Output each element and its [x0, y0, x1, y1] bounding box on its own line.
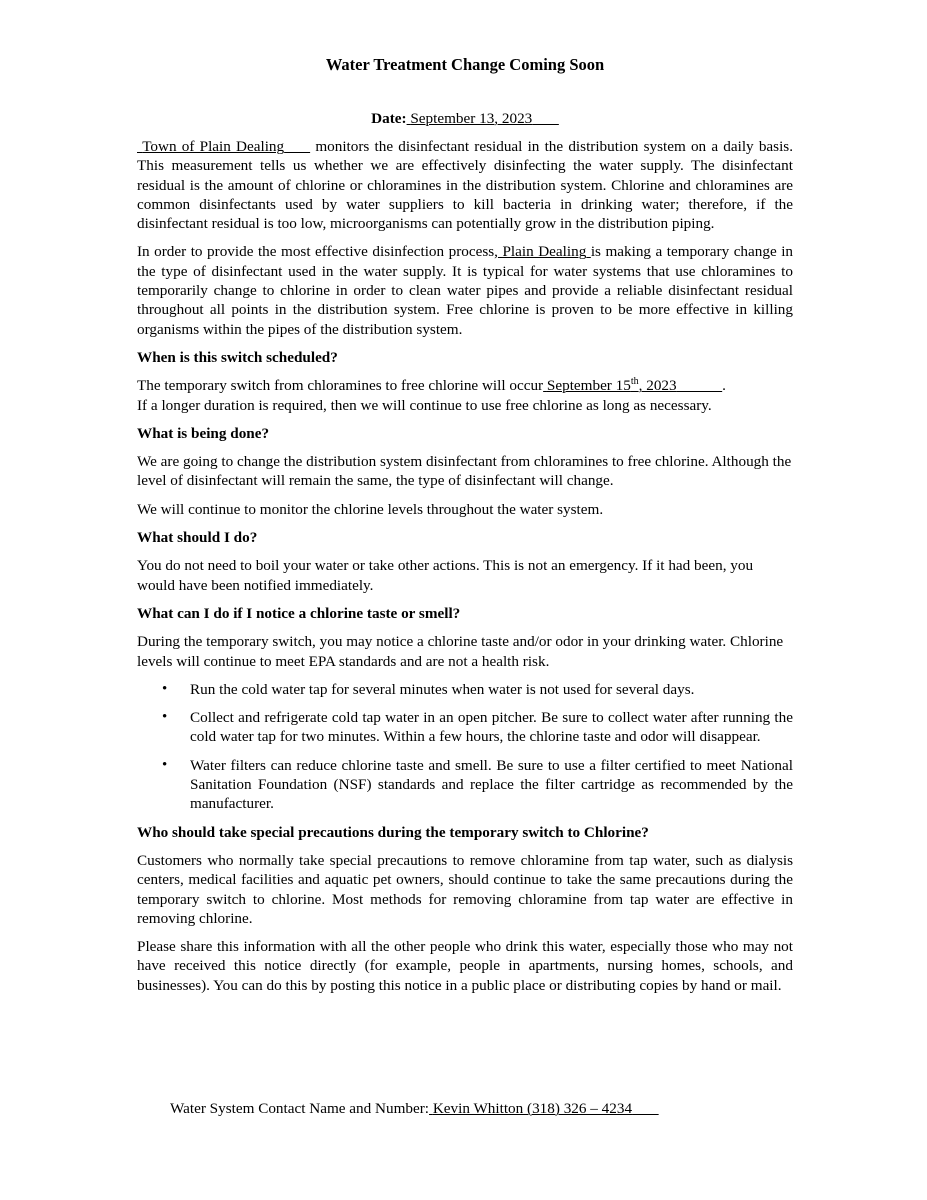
share-paragraph: Please share this information with all the other people who drink this water, especially those who may not have received this notice directly (for example, people in apartments, nursing homes, schools, and businesses). You can do this by posting this notice in a public place or distributing copies by hand or mail.	[137, 938, 793, 994]
intro-paragraph: Town of Plain Dealing monitors the disinfectant residual in the distribution system on a daily basis. This measurement tells us whether we are effectively disinfecting the water supply. The disinfectant residual is the amount of chlorine or chloramines in the distribution system. Chlorine and chloramines are common disinfectants used by water suppliers to kill bacteria in drinking water; therefore, if the disinfectant residual is too low, microorganisms can potentially grow in the distribution piping.	[137, 138, 794, 233]
heading-what-to-do: What should I do?	[137, 529, 258, 547]
what-to-do-paragraph: You do not need to boil your water or take other actions. This is not an emergency. If it had been, you would have been notified immediately.	[137, 557, 754, 594]
system-name-fill: Town of Plain Dealing	[142, 138, 285, 155]
system-short-name-fill: Plain Dealing	[502, 243, 587, 261]
heading-taste-smell: What can I do if I notice a chlorine taste or smell?	[137, 604, 461, 622]
heading-precautions: Who should take special precautions during the temporary switch to Chlorine?	[137, 823, 649, 841]
contact-label: Water System Contact Name and Number:	[170, 1100, 430, 1117]
list-item: • Run the cold water tap for several minutes when water is not used for several days.	[190, 680, 793, 699]
heading-schedule: When is this switch scheduled?	[137, 348, 338, 366]
schedule-paragraph: The temporary switch from chloramines to free chlorine will occur September 15th, 2023 . If a longer duration is required, then we will continue to use free chlorine as long as necessary.	[137, 376, 726, 414]
contact-line	[170, 1099, 659, 1118]
switch-date-fill: September 15th, 2023	[546, 376, 677, 395]
process-paragraph: In order to provide the most effective disinfection process, Plain Dealing is making a temporary change in the type of disinfectant used in the water supply. It is typical for water systems that use chloramines to temporarily change to chlorine in order to clean water pipes and provide a reliable disinfectant residual throughout all points in the distribution system. Free chlorine is proven to be more effective in killing organisms within the pipes of the distribution system.	[137, 243, 794, 338]
notice-body	[137, 137, 793, 1004]
date-line	[137, 109, 793, 128]
list-item: • Collect and refrigerate cold tap water in an open pitcher. Be sure to collect water after running the cold water tap for two minutes. Within a few hours, the chlorine taste and odor will disappear.	[190, 708, 793, 747]
contact-value: Kevin Whitton (318) 326 – 4234	[432, 1100, 633, 1117]
tips-list	[137, 680, 793, 814]
list-item: • Water filters can reduce chlorine taste and smell. Be sure to use a filter certified to meet National Sanitation Foundation (NSF) standards and replace the filter cartridge as recommended by the manufacturer.	[190, 756, 793, 814]
heading-what-done: What is being done?	[137, 424, 270, 442]
monitor-paragraph: We will continue to monitor the chlorine levels throughout the water system.	[137, 500, 604, 518]
what-done-paragraph: We are going to change the distribution system disinfectant from chloramines to free chlorine. Although the level of disinfectant will remain the same, the type of disinfectant will change.	[137, 453, 792, 490]
date-label: Date:	[371, 110, 407, 127]
page-title: Water Treatment Change Coming Soon	[325, 55, 605, 74]
precautions-paragraph: Customers who normally take special precautions to remove chloramine from tap water, such as dialysis centers, medical facilities and aquatic pet owners, should continue to take the same precautions during the temporary switch to chlorine. Most methods for removing chloramine from tap water are effective in removing chlorine.	[137, 851, 793, 927]
taste-smell-paragraph: During the temporary switch, you may notice a chlorine taste and/or odor in your drinking water. Chlorine levels will continue to meet EPA standards and are not a health risk.	[137, 633, 784, 670]
date-value: September 13, 2023	[410, 110, 533, 127]
